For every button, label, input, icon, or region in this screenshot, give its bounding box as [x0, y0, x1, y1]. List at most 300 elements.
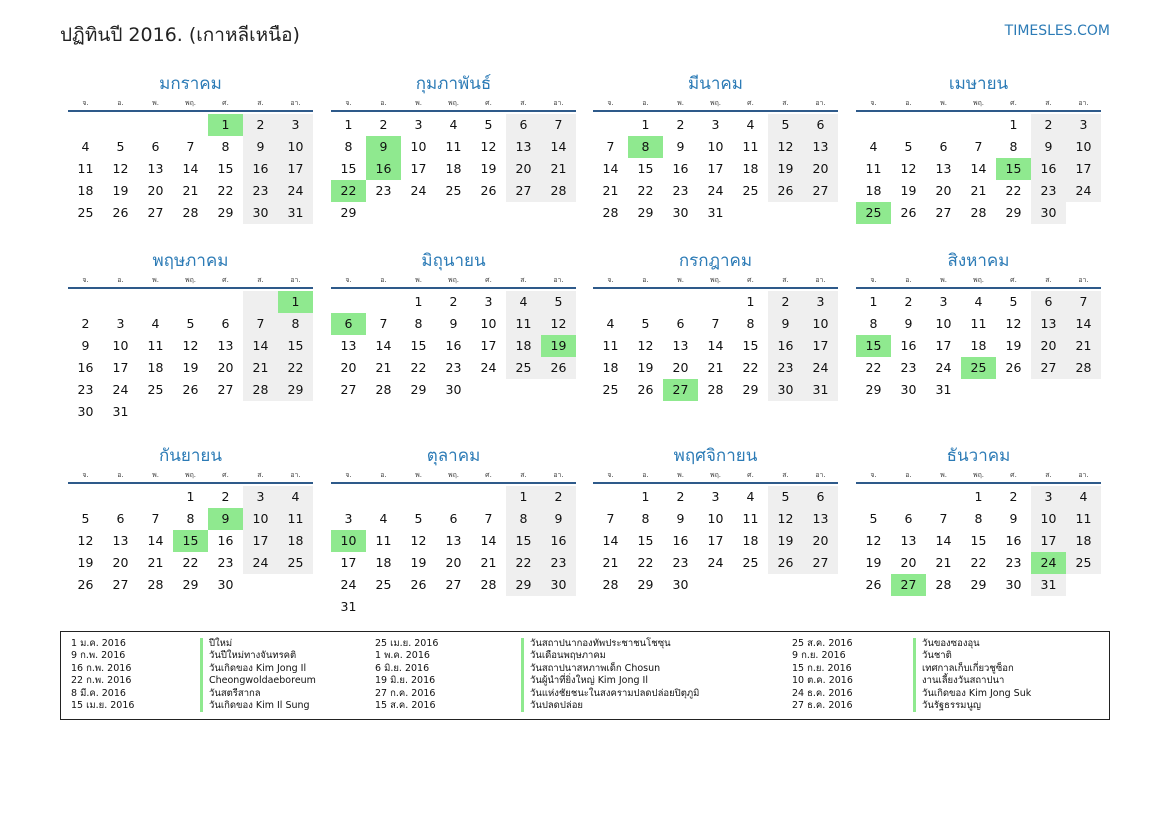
- holiday-name: วันสถาปนาสหภาพเด็ก Chosun: [521, 663, 699, 675]
- empty-cell: [138, 291, 173, 313]
- day-cell: 2: [904, 294, 913, 309]
- weekday-label: จ.: [870, 471, 877, 479]
- day-cell: 17: [1031, 530, 1066, 552]
- day-cell: 7: [541, 114, 576, 136]
- day-cell: 4: [506, 291, 541, 313]
- day-cell: 5: [81, 511, 90, 526]
- weekday-header: [856, 273, 1101, 289]
- month-calendar: [856, 72, 1101, 224]
- day-cell: 2: [768, 291, 803, 313]
- day-cell: 5: [484, 117, 493, 132]
- day-cell: 21: [541, 158, 576, 180]
- holiday-date: 27 ก.ค. 2016: [375, 687, 436, 699]
- day-cell: 16: [541, 530, 576, 552]
- day-cell: 13: [340, 338, 357, 353]
- weekday-label: อ.: [117, 99, 124, 107]
- day-cell: 5: [1009, 294, 1018, 309]
- day-cell: 6: [803, 114, 838, 136]
- month-calendar: [593, 444, 838, 596]
- weekday-header: [331, 96, 576, 112]
- empty-cell: [331, 291, 366, 313]
- month-name: มกราคม: [159, 74, 222, 94]
- day-cell: 18: [602, 360, 619, 375]
- day-cell: 28: [707, 382, 724, 397]
- weekday-label: ส.: [257, 276, 264, 284]
- day-cell: 5: [186, 316, 195, 331]
- day-cell: 27: [803, 552, 838, 574]
- day-cell: 15: [637, 533, 654, 548]
- weekday-label: พฤ.: [972, 276, 985, 284]
- day-cell: 21: [480, 555, 497, 570]
- day-cell: 26: [637, 382, 654, 397]
- weekday-label: พฤ.: [709, 276, 722, 284]
- day-cell: 10: [243, 508, 278, 530]
- day-cell: 18: [742, 161, 759, 176]
- day-cell: 11: [506, 313, 541, 335]
- holiday-name: วันสตรีสากล: [200, 688, 316, 700]
- day-cell: 27: [147, 205, 164, 220]
- day-cell: 2: [81, 316, 90, 331]
- weekday-label: ศ.: [747, 471, 754, 479]
- day-cell: 9: [676, 139, 685, 154]
- weekday-label: ศ.: [222, 276, 229, 284]
- weekday-header: [68, 273, 313, 289]
- day-cell: 22: [182, 555, 199, 570]
- day-cell: 6: [904, 511, 913, 526]
- day-cell: 15: [506, 530, 541, 552]
- day-cell: 10: [935, 316, 952, 331]
- day-cell: 8: [1009, 139, 1018, 154]
- day-cell: 9: [449, 316, 458, 331]
- day-cell: 8: [641, 511, 650, 526]
- weekday-label: จ.: [870, 276, 877, 284]
- day-cell: 11: [1066, 508, 1101, 530]
- weekday-label: พ.: [152, 471, 159, 479]
- weekday-label: ศ.: [222, 99, 229, 107]
- day-cell: 26: [541, 357, 576, 379]
- month-name: เมษายน: [948, 74, 1009, 94]
- weekday-label: พ.: [940, 99, 947, 107]
- holiday-list: [60, 631, 1110, 720]
- holiday-day-cell: 27: [891, 574, 926, 596]
- empty-cell: [593, 486, 628, 508]
- day-cell: 18: [77, 183, 94, 198]
- day-cell: 21: [375, 360, 392, 375]
- holiday-name: วันรัฐธรรมนูญ: [913, 700, 1031, 712]
- month-name: กุมภาพันธ์: [415, 74, 492, 94]
- day-cell: 16: [768, 335, 803, 357]
- day-cell: 29: [506, 574, 541, 596]
- day-cell: 1: [746, 294, 755, 309]
- page-title: ปฏิทินปี 2016. (เกาหลีเหนือ): [60, 24, 300, 46]
- day-cell: 12: [541, 313, 576, 335]
- day-cell: 1: [974, 489, 983, 504]
- site-brand-link[interactable]: TIMESLES.COM: [1004, 23, 1110, 39]
- day-cell: 5: [541, 291, 576, 313]
- holiday-day-cell: 19: [541, 335, 576, 357]
- weekday-label: อ.: [117, 276, 124, 284]
- month-calendar: [68, 444, 313, 596]
- weekday-label: อา.: [290, 471, 301, 479]
- day-cell: 24: [707, 183, 724, 198]
- empty-cell: [208, 291, 243, 313]
- day-cell: 24: [707, 555, 724, 570]
- day-cell: 2: [449, 294, 458, 309]
- month-name: มิถุนายน: [421, 251, 486, 271]
- day-cell: 23: [77, 382, 94, 397]
- month-calendar: [68, 72, 313, 224]
- empty-cell: [856, 486, 891, 508]
- day-cell: 25: [742, 555, 759, 570]
- weekday-label: ส.: [1045, 99, 1052, 107]
- day-cell: 20: [900, 555, 917, 570]
- day-cell: 17: [803, 335, 838, 357]
- day-cell: 25: [742, 183, 759, 198]
- day-grid: [331, 289, 576, 401]
- empty-cell: [243, 291, 278, 313]
- day-cell: 10: [1066, 136, 1101, 158]
- day-cell: 4: [81, 139, 90, 154]
- day-cell: 31: [803, 379, 838, 401]
- day-cell: 8: [221, 139, 230, 154]
- month-name: ธันวาคม: [946, 446, 1011, 466]
- day-cell: 5: [641, 316, 650, 331]
- empty-cell: [103, 486, 138, 508]
- holiday-name: วันเกิดของ Kim Jong Suk: [913, 688, 1031, 700]
- day-cell: 23: [768, 357, 803, 379]
- day-cell: 14: [375, 338, 392, 353]
- empty-cell: [471, 486, 506, 508]
- empty-cell: [138, 114, 173, 136]
- empty-cell: [856, 114, 891, 136]
- day-cell: 29: [340, 205, 357, 220]
- day-cell: 6: [1031, 291, 1066, 313]
- day-cell: 20: [1031, 335, 1066, 357]
- weekday-label: อา.: [815, 471, 826, 479]
- day-cell: 27: [935, 205, 952, 220]
- day-cell: 5: [116, 139, 125, 154]
- day-cell: 3: [711, 489, 720, 504]
- weekday-label: อ.: [642, 276, 649, 284]
- day-cell: 19: [865, 555, 882, 570]
- day-cell: 4: [746, 117, 755, 132]
- holiday-date: 6 มิ.ย. 2016: [375, 662, 430, 674]
- day-cell: 18: [865, 183, 882, 198]
- empty-cell: [68, 114, 103, 136]
- weekday-label: อา.: [553, 99, 564, 107]
- weekday-label: ส.: [520, 471, 527, 479]
- day-cell: 18: [375, 555, 392, 570]
- weekday-label: ส.: [520, 276, 527, 284]
- day-cell: 8: [506, 508, 541, 530]
- day-cell: 29: [1005, 205, 1022, 220]
- weekday-label: ศ.: [485, 276, 492, 284]
- holiday-day-cell: 15: [173, 530, 208, 552]
- weekday-label: อา.: [553, 276, 564, 284]
- weekday-label: อา.: [553, 471, 564, 479]
- day-cell: 5: [414, 511, 423, 526]
- day-cell: 19: [768, 158, 803, 180]
- month-calendar: [593, 72, 838, 224]
- day-cell: 31: [935, 382, 952, 397]
- holiday-name: วันแห่งชัยชนะในสงครามปลดปล่อยปิตุภูมิ: [521, 688, 699, 700]
- weekday-label: จ.: [607, 471, 614, 479]
- holiday-name: วันของซองอุน: [913, 638, 1031, 650]
- day-grid: [856, 484, 1101, 596]
- holiday-date: 1 ม.ค. 2016: [71, 638, 126, 649]
- month-calendar: [68, 249, 313, 423]
- holiday-date: 25 ส.ค. 2016: [792, 638, 853, 649]
- holiday-date: 16 ก.พ. 2016: [71, 662, 132, 674]
- day-cell: 10: [278, 136, 313, 158]
- day-cell: 15: [970, 533, 987, 548]
- holiday-name: วันปลดปล่อย: [521, 700, 699, 712]
- month-calendar: [331, 72, 576, 224]
- holiday-names-col-2: [521, 638, 699, 712]
- day-cell: 3: [116, 316, 125, 331]
- day-cell: 11: [445, 139, 462, 154]
- day-cell: 23: [900, 360, 917, 375]
- day-cell: 13: [217, 338, 234, 353]
- day-cell: 16: [1031, 158, 1066, 180]
- day-cell: 20: [935, 183, 952, 198]
- weekday-label: อ.: [905, 276, 912, 284]
- weekday-label: ศ.: [1010, 471, 1017, 479]
- day-grid: [331, 112, 576, 224]
- day-cell: 8: [746, 316, 755, 331]
- holiday-day-cell: 27: [663, 379, 698, 401]
- empty-cell: [103, 114, 138, 136]
- day-cell: 20: [445, 555, 462, 570]
- day-cell: 11: [742, 139, 759, 154]
- day-cell: 13: [900, 533, 917, 548]
- day-cell: 22: [637, 555, 654, 570]
- day-cell: 26: [1005, 360, 1022, 375]
- empty-cell: [173, 114, 208, 136]
- weekday-label: อ.: [380, 276, 387, 284]
- weekday-header: [331, 468, 576, 484]
- holiday-date: 10 ต.ค. 2016: [792, 675, 853, 687]
- day-cell: 15: [278, 335, 313, 357]
- day-cell: 17: [410, 161, 427, 176]
- empty-cell: [366, 486, 401, 508]
- day-cell: 9: [768, 313, 803, 335]
- day-cell: 26: [410, 577, 427, 592]
- empty-cell: [366, 291, 401, 313]
- month-calendar: [856, 444, 1101, 596]
- day-cell: 27: [112, 577, 129, 592]
- day-cell: 6: [676, 316, 685, 331]
- day-cell: 14: [1066, 313, 1101, 335]
- holiday-day-cell: 25: [856, 202, 891, 224]
- day-cell: 16: [672, 533, 689, 548]
- weekday-label: อ.: [117, 471, 124, 479]
- day-cell: 3: [484, 294, 493, 309]
- day-cell: 10: [410, 139, 427, 154]
- day-cell: 18: [742, 533, 759, 548]
- day-cell: 20: [506, 158, 541, 180]
- day-cell: 21: [707, 360, 724, 375]
- day-cell: 29: [970, 577, 987, 592]
- weekday-label: ศ.: [747, 276, 754, 284]
- day-cell: 6: [506, 114, 541, 136]
- weekday-label: อ.: [905, 471, 912, 479]
- empty-cell: [138, 486, 173, 508]
- day-cell: 8: [414, 316, 423, 331]
- weekday-label: พฤ.: [447, 276, 460, 284]
- day-cell: 12: [768, 136, 803, 158]
- day-cell: 6: [116, 511, 125, 526]
- day-cell: 11: [742, 511, 759, 526]
- day-cell: 20: [672, 360, 689, 375]
- day-cell: 24: [410, 183, 427, 198]
- weekday-label: จ.: [345, 276, 352, 284]
- weekday-label: อา.: [290, 276, 301, 284]
- day-cell: 21: [182, 183, 199, 198]
- day-cell: 22: [217, 183, 234, 198]
- day-cell: 23: [1005, 555, 1022, 570]
- day-cell: 11: [865, 161, 882, 176]
- day-cell: 22: [742, 360, 759, 375]
- holiday-date: 15 ส.ค. 2016: [375, 699, 436, 711]
- day-cell: 9: [1009, 511, 1018, 526]
- month-name: มีนาคม: [688, 74, 743, 94]
- day-cell: 14: [480, 533, 497, 548]
- day-cell: 6: [803, 486, 838, 508]
- day-cell: 3: [1031, 486, 1066, 508]
- day-cell: 11: [278, 508, 313, 530]
- day-cell: 27: [340, 382, 357, 397]
- day-cell: 5: [869, 511, 878, 526]
- empty-cell: [891, 114, 926, 136]
- day-cell: 11: [602, 338, 619, 353]
- empty-cell: [961, 114, 996, 136]
- day-cell: 31: [707, 205, 724, 220]
- weekday-label: พ.: [940, 471, 947, 479]
- day-cell: 2: [676, 117, 685, 132]
- weekday-label: จ.: [82, 471, 89, 479]
- holiday-day-cell: 10: [331, 530, 366, 552]
- weekday-label: ศ.: [747, 99, 754, 107]
- weekday-label: ศ.: [485, 471, 492, 479]
- weekday-label: พฤ.: [184, 276, 197, 284]
- day-cell: 22: [970, 555, 987, 570]
- holiday-date: 15 เม.ย. 2016: [71, 699, 135, 711]
- day-cell: 13: [1031, 313, 1066, 335]
- day-cell: 20: [803, 530, 838, 552]
- day-cell: 14: [707, 338, 724, 353]
- day-cell: 12: [480, 139, 497, 154]
- empty-cell: [926, 114, 961, 136]
- day-cell: 4: [449, 117, 458, 132]
- weekday-header: [331, 273, 576, 289]
- day-cell: 25: [147, 382, 164, 397]
- weekday-label: พฤ.: [972, 471, 985, 479]
- weekday-label: จ.: [870, 99, 877, 107]
- day-cell: 25: [602, 382, 619, 397]
- weekday-label: พ.: [152, 99, 159, 107]
- month-name: กันยายน: [158, 446, 222, 466]
- day-cell: 3: [243, 486, 278, 508]
- day-cell: 29: [637, 577, 654, 592]
- weekday-label: พ.: [152, 276, 159, 284]
- empty-cell: [331, 486, 366, 508]
- holiday-day-cell: 25: [961, 357, 996, 379]
- day-cell: 7: [606, 511, 615, 526]
- day-cell: 17: [480, 338, 497, 353]
- day-cell: 29: [865, 382, 882, 397]
- day-cell: 30: [1031, 202, 1066, 224]
- weekday-label: ส.: [782, 276, 789, 284]
- weekday-label: พ.: [677, 276, 684, 284]
- day-grid: [593, 112, 838, 224]
- weekday-label: อ.: [905, 99, 912, 107]
- day-cell: 8: [869, 316, 878, 331]
- month-name: พฤษภาคม: [152, 251, 229, 271]
- day-cell: 22: [637, 183, 654, 198]
- weekday-label: อ.: [642, 471, 649, 479]
- day-cell: 27: [506, 180, 541, 202]
- weekday-label: พฤ.: [972, 99, 985, 107]
- holiday-date: 19 มิ.ย. 2016: [375, 675, 436, 687]
- day-cell: 28: [602, 577, 619, 592]
- day-cell: 21: [602, 183, 619, 198]
- day-cell: 4: [278, 486, 313, 508]
- day-cell: 30: [1005, 577, 1022, 592]
- day-cell: 21: [1066, 335, 1101, 357]
- day-cell: 24: [803, 357, 838, 379]
- day-cell: 18: [278, 530, 313, 552]
- day-cell: 4: [606, 316, 615, 331]
- day-cell: 23: [217, 555, 234, 570]
- day-cell: 15: [217, 161, 234, 176]
- day-cell: 10: [1031, 508, 1066, 530]
- weekday-header: [856, 96, 1101, 112]
- day-cell: 24: [935, 360, 952, 375]
- day-cell: 14: [970, 161, 987, 176]
- day-cell: 9: [1031, 136, 1066, 158]
- weekday-label: อา.: [1078, 276, 1089, 284]
- month-name: พฤศจิกายน: [673, 446, 758, 466]
- day-cell: 8: [278, 313, 313, 335]
- weekday-label: ส.: [257, 471, 264, 479]
- day-cell: 9: [81, 338, 90, 353]
- day-cell: 24: [278, 180, 313, 202]
- month-calendar: [593, 249, 838, 401]
- month-calendar: [856, 249, 1101, 401]
- day-cell: 12: [77, 533, 94, 548]
- day-cell: 22: [1005, 183, 1022, 198]
- day-cell: 24: [340, 577, 357, 592]
- weekday-label: ศ.: [222, 471, 229, 479]
- day-cell: 26: [768, 180, 803, 202]
- day-cell: 1: [641, 489, 650, 504]
- holiday-day-cell: 9: [208, 508, 243, 530]
- day-cell: 26: [112, 205, 129, 220]
- holiday-day-cell: 16: [366, 158, 401, 180]
- day-cell: 26: [182, 382, 199, 397]
- day-cell: 23: [375, 183, 392, 198]
- month-calendar: [331, 444, 576, 618]
- day-cell: 27: [445, 577, 462, 592]
- day-cell: 7: [484, 511, 493, 526]
- day-grid: [856, 289, 1101, 401]
- holiday-name: วันชาติ: [913, 650, 1031, 662]
- day-cell: 11: [77, 161, 94, 176]
- day-cell: 19: [900, 183, 917, 198]
- day-cell: 9: [676, 511, 685, 526]
- day-cell: 8: [186, 511, 195, 526]
